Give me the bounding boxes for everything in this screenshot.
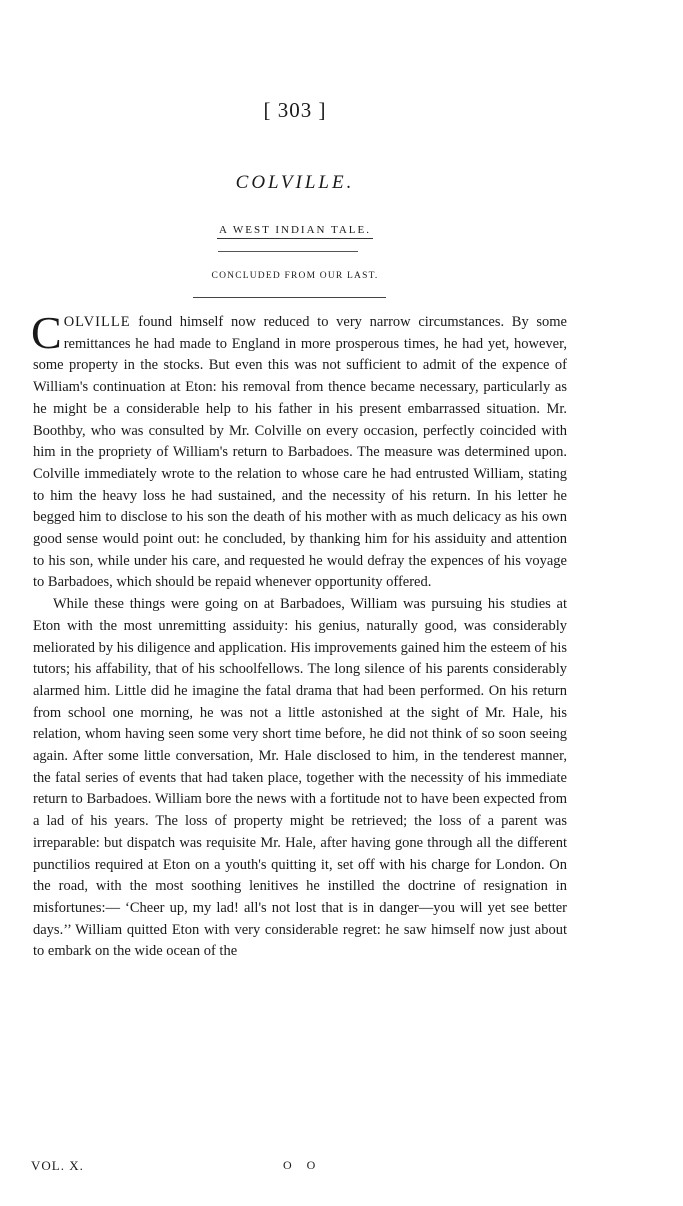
page-number: [ 303 ] — [263, 98, 327, 122]
story-title: COLVILLE. — [235, 172, 355, 193]
paragraph-1-text: found himself now reduced to very narrow circumstances. By some remittances he had made to England in more prosperous times, he had yet, however, some property in the stocks. But even this was not sufficient to admit of the expence of William's continuation at Eton: his removal from thence became necessary, particularly as he might be a considerable help to his father in his present embarrassed situation. Mr. Boothby, who was consulted by Mr. Colville on every occasion, perfectly coincided with him in the propriety of William's return to Barbadoes. The measure was determined upon. Colville immediately wrote to the relation to whose care he had entrusted William, stating to him the heavy loss he had sustained, and the necessity of his return. In his letter he begged him to disclose to his son the death of his mother with as much delicacy as his own good sense would point out: he concluded, by thanking him for his assiduity and attention to his son, while under his care, and requested he would defray the expences of his voyage to Barbadoes, which should be repaid whenever opportunity offered. — [33, 314, 567, 591]
story-body — [31, 307, 567, 963]
drop-cap: C — [31, 307, 62, 358]
opening-small-caps: OLVILLE — [63, 314, 131, 330]
continuation-note: CONCLUDED FROM OUR LAST. — [211, 271, 379, 281]
story-subtitle — [0, 224, 590, 236]
paragraph-1 — [31, 307, 567, 594]
short-rule — [218, 251, 358, 252]
paragraph-2: While these things were going on at Barbadoes, William was pursuing his studies at Eton with the most unremitting assiduity: his genius, naturally good, was considerably meliorated by his diligence and application. His improvements gained him the esteem of his tutors; his affability, that of his schoolfellows. The long silence of his parents considerably alarmed him. Little did he imagine the fatal drama that had been performed. On his return from school one morning, he was not a little astonished at the sight of Mr. Hale, his relation, whom having seen some very short time before, he did not think of so soon seeing again. After some little conversation, Mr. Hale disclosed to him, in the tenderest manner, the fatal series of events that had taken place, together with the necessity of his immediate return to Barbadoes. William bore the news with a fortitude not to have been expected from a lad of his years. The loss of property might be retrieved; the loss of a parent was irreparable: but dispatch was requisite Mr. Hale, after having gone through all the different punctilios required at Eton on a youth's quitting it, set off with his charge for London. On the road, with the most soothing lenitives he instilled the doctrine of resignation in misfortunes:— ‘Cheer up, my lad! all's not lost that is in danger—you will yet see better days.’’ William quitted Eton with very considerable regret: he saw himself now just about to embark on the wide ocean of the — [33, 596, 567, 960]
signature-mark: O O — [283, 1158, 322, 1172]
subtitle-text: A WEST INDIAN TALE. — [217, 224, 373, 239]
volume-label: VOL. X. — [31, 1158, 84, 1173]
section-rule — [193, 297, 386, 298]
